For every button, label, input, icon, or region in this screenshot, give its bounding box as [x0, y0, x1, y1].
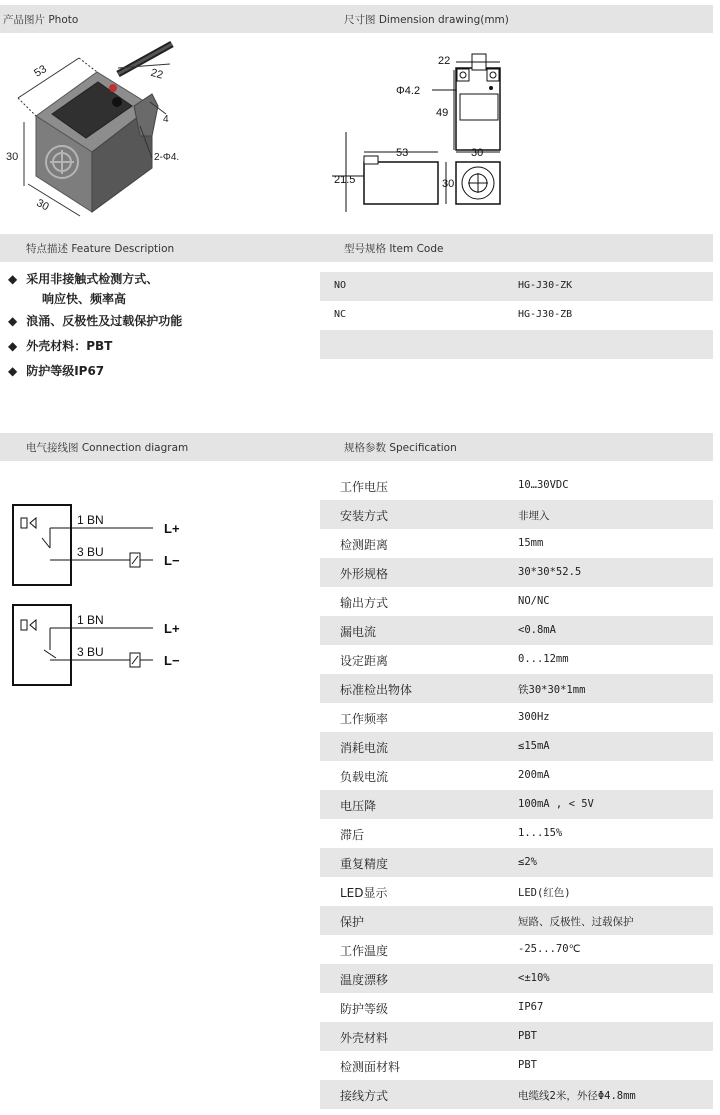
wiring-diagram-no — [8, 500, 208, 592]
feature-item — [8, 312, 182, 329]
photo-dim-53: 53 — [32, 63, 49, 80]
spec-value: 10…30VDC — [518, 479, 569, 491]
dim-22: 22 — [438, 55, 451, 67]
photo-header — [0, 5, 320, 33]
spec-value: 铁30*30*1mm — [518, 684, 586, 696]
spec-label: 温度漂移 — [340, 973, 389, 987]
spec-label: 安装方式 — [340, 509, 389, 523]
spec-value: LED(红色) — [518, 887, 571, 899]
dim-hole: Φ4.2 — [396, 85, 421, 97]
item-code-header-title: 型号规格 Item Code — [344, 243, 444, 255]
wire-bu-label: 3 BU — [77, 545, 104, 559]
item-code-type: NC — [334, 309, 347, 320]
spec-value: <±10% — [518, 972, 550, 984]
spec-label: 电压降 — [340, 799, 377, 813]
spec-label: 工作频率 — [340, 712, 389, 726]
wire-bn-label: 1 BN — [77, 513, 104, 527]
spec-value: 电缆线2米，外径Φ4.8mm — [518, 1090, 636, 1102]
spec-row — [320, 877, 713, 906]
spec-value: 0...12mm — [518, 653, 569, 665]
feature-header — [0, 234, 320, 262]
spec-label: 保护 — [340, 915, 365, 929]
spec-value: ≤2% — [518, 856, 537, 868]
spec-row — [320, 616, 713, 645]
spec-row — [320, 558, 713, 587]
spec-label: 重复精度 — [340, 857, 389, 871]
spec-label: 防护等级 — [340, 1002, 389, 1016]
photo-header-title: 产品图片 Photo — [3, 14, 79, 26]
spec-row — [320, 819, 713, 848]
l-plus-label: L+ — [164, 521, 180, 536]
item-code-value: HG-J30-ZK — [518, 280, 573, 291]
spec-value: PBT — [518, 1059, 537, 1071]
diamond-bullet-icon: ◆ — [8, 272, 18, 286]
spec-label: 外壳材料 — [340, 1031, 389, 1045]
feature-header-title: 特点描述 Feature Description — [26, 243, 175, 255]
spec-row — [320, 1080, 713, 1109]
item-code-row-empty — [320, 330, 713, 359]
spec-value: 短路、反极性、过载保护 — [518, 916, 634, 928]
item-code-header — [320, 234, 713, 262]
feature-text: 浪涌、反极性及过载保护功能 — [26, 314, 183, 328]
feature-text: 采用非接触式检测方式、 — [26, 272, 159, 286]
spec-row — [320, 1051, 713, 1080]
spec-label: 标准检出物体 — [340, 683, 413, 697]
spec-row — [320, 964, 713, 993]
feature-item — [8, 362, 104, 379]
spec-label: 检测面材料 — [340, 1060, 401, 1074]
spec-row — [320, 732, 713, 761]
spec-row — [320, 529, 713, 558]
spec-label: 负载电流 — [340, 770, 389, 784]
dim-30-side: 30 — [442, 178, 455, 190]
dimension-header-title: 尺寸图 Dimension drawing(mm) — [344, 14, 509, 26]
spec-value: 300Hz — [518, 711, 550, 723]
wire-bn-label: 1 BN — [77, 613, 104, 627]
spec-row — [320, 848, 713, 877]
wire-bu-label: 3 BU — [77, 645, 104, 659]
connection-header-title: 电气接线图 Connection diagram — [26, 442, 189, 454]
spec-row — [320, 500, 713, 529]
spec-value: IP67 — [518, 1001, 544, 1013]
spec-row — [320, 1022, 713, 1051]
photo-dim-4: 4 — [163, 114, 169, 125]
spec-row — [320, 703, 713, 732]
diamond-bullet-icon: ◆ — [8, 339, 18, 353]
spec-value: ≤15mA — [518, 740, 550, 752]
spec-row — [320, 761, 713, 790]
product-photo — [0, 36, 320, 226]
feature-item — [8, 337, 112, 354]
spec-value: 非埋入 — [518, 510, 550, 522]
spec-row — [320, 790, 713, 819]
spec-row — [320, 674, 713, 703]
spec-value: PBT — [518, 1030, 537, 1042]
item-code-type: NO — [334, 280, 347, 291]
dim-53: 53 — [396, 147, 409, 159]
spec-label: 工作温度 — [340, 944, 389, 958]
spec-row — [320, 993, 713, 1022]
spec-value: <0.8mA — [518, 624, 556, 636]
spec-row — [320, 906, 713, 935]
item-code-row — [320, 301, 713, 330]
spec-label: 接线方式 — [340, 1089, 389, 1103]
feature-text: 外壳材料：PBT — [26, 339, 113, 353]
spec-value: 100mA , < 5V — [518, 798, 594, 810]
spec-label: 滞后 — [340, 828, 365, 842]
feature-item — [8, 270, 158, 287]
feature-item-cont — [42, 290, 126, 307]
spec-label: 输出方式 — [340, 596, 389, 610]
dim-30-face: 30 — [471, 147, 484, 159]
feature-text-cont: 响应快、频率高 — [42, 292, 127, 306]
specification-header-title: 规格参数 Specification — [344, 442, 457, 454]
diamond-bullet-icon: ◆ — [8, 364, 18, 378]
dim-49: 49 — [436, 107, 449, 119]
photo-dim-30-left: 30 — [6, 151, 19, 163]
photo-dim-hole: 2-Φ4. — [154, 152, 180, 163]
spec-value: 15mm — [518, 537, 544, 549]
spec-label: 外形规格 — [340, 567, 389, 581]
feature-text: 防护等级IP67 — [26, 364, 105, 378]
spec-label: 漏电流 — [340, 625, 377, 639]
photo-dim-30-bottom: 30 — [34, 197, 51, 214]
spec-row — [320, 471, 713, 500]
spec-label: 工作电压 — [340, 480, 389, 494]
spec-row — [320, 587, 713, 616]
spec-value: -25...70℃ — [518, 943, 581, 955]
wiring-diagram-nc — [8, 600, 208, 692]
connection-header — [0, 433, 320, 461]
item-code-row — [320, 272, 713, 301]
dim-21-5: 21.5 — [334, 174, 356, 186]
spec-value: 30*30*52.5 — [518, 566, 582, 578]
spec-row — [320, 935, 713, 964]
diamond-bullet-icon: ◆ — [8, 314, 18, 328]
spec-row — [320, 645, 713, 674]
spec-value: 200mA — [518, 769, 550, 781]
l-minus-label: L− — [164, 553, 180, 568]
dimension-header — [320, 5, 713, 33]
dimension-drawing — [320, 36, 713, 226]
spec-label: 设定距离 — [340, 654, 389, 668]
spec-label: 检测距离 — [340, 538, 389, 552]
l-plus-label: L+ — [164, 621, 180, 636]
specification-header — [320, 433, 713, 461]
spec-label: 消耗电流 — [340, 741, 389, 755]
photo-dim-22: 22 — [149, 66, 165, 82]
spec-value: 1...15% — [518, 827, 563, 839]
spec-value: NO/NC — [518, 595, 550, 607]
item-code-value: HG-J30-ZB — [518, 309, 573, 320]
l-minus-label: L− — [164, 653, 180, 668]
spec-label: LED显示 — [340, 886, 388, 900]
